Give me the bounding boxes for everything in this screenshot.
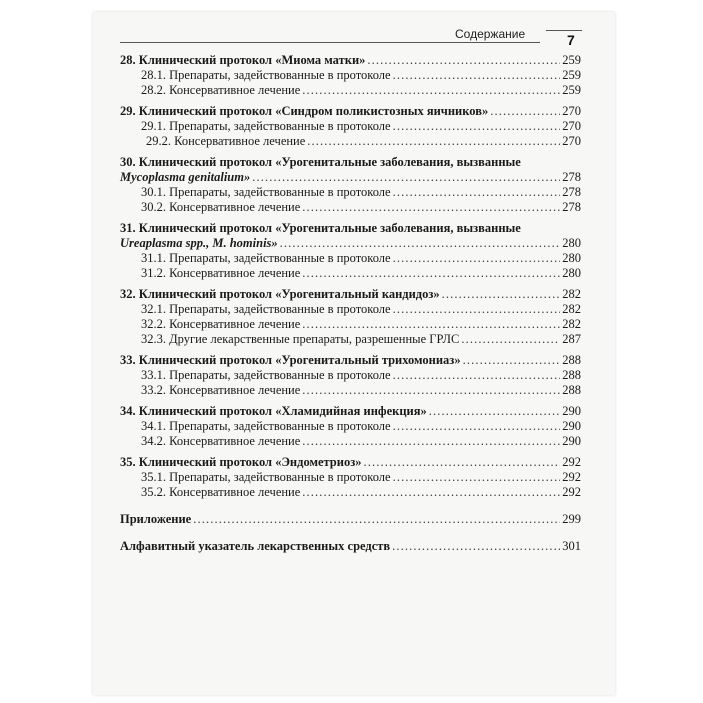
- toc-entry-title: 31. Клинический протокол «Урогенитальные заболевания, вызванные: [120, 221, 521, 235]
- toc-entry-title: 35.2. Консервативное лечение: [141, 485, 301, 499]
- toc-leader-dots: [461, 332, 560, 347]
- running-header-title: Содержание: [455, 27, 526, 41]
- toc-page-number: 299: [562, 512, 581, 526]
- toc-chapter-entry-continuation[interactable]: [120, 236, 581, 251]
- toc-chapter-entry[interactable]: [120, 539, 581, 554]
- toc-page-number: 288: [562, 383, 581, 397]
- toc-chapter-entry[interactable]: [120, 455, 581, 470]
- toc-chapter-entry[interactable]: [120, 104, 581, 119]
- toc-subsection-entry[interactable]: [120, 185, 581, 200]
- toc-subsection-entry[interactable]: [120, 317, 581, 332]
- toc-leader-dots: [364, 455, 561, 470]
- toc-entry-title: 32.1. Препараты, задействованные в протоколе: [141, 302, 391, 316]
- toc-subsection-entry[interactable]: [120, 470, 581, 485]
- toc-entry-title: 34.1. Препараты, задействованные в протоколе: [141, 419, 391, 433]
- toc-page-number: 292: [562, 485, 581, 499]
- toc-entry-title: 31.1. Препараты, задействованные в протоколе: [141, 251, 391, 265]
- toc-chapter-entry[interactable]: [120, 53, 581, 68]
- toc-page-number: 290: [562, 434, 581, 448]
- toc-subsection-entry[interactable]: [120, 200, 581, 215]
- toc-page-number: 282: [562, 302, 581, 316]
- toc-page-number: 288: [562, 353, 581, 367]
- toc-leader-dots: [429, 404, 561, 419]
- toc-entry-title-continuation: Mycoplasma genitalium»: [120, 170, 251, 184]
- toc-leader-dots: [490, 104, 560, 119]
- toc-leader-dots: [307, 134, 560, 149]
- toc-entry-title: 29.1. Препараты, задействованные в протоколе: [141, 119, 391, 133]
- toc-entry-title: 31.2. Консервативное лечение: [141, 266, 301, 280]
- toc-entry-title: 35. Клинический протокол «Эндометриоз»: [120, 455, 362, 469]
- toc-subsection-entry[interactable]: [120, 302, 581, 317]
- toc-leader-dots: [463, 353, 561, 368]
- toc-chapter-entry[interactable]: [120, 155, 581, 170]
- toc-chapter-entry[interactable]: [120, 404, 581, 419]
- toc-subsection-entry[interactable]: [120, 266, 581, 281]
- toc-subsection-entry[interactable]: [120, 485, 581, 500]
- toc-leader-dots: [393, 119, 561, 134]
- toc-entry-title: 28.1. Препараты, задействованные в протоколе: [141, 68, 391, 82]
- toc-subsection-entry[interactable]: [120, 368, 581, 383]
- toc-page-number: 301: [562, 539, 581, 553]
- toc-entry-title: 34.2. Консервативное лечение: [141, 434, 301, 448]
- toc-chapter-entry[interactable]: [120, 221, 581, 236]
- toc-leader-dots: [302, 485, 560, 500]
- page-number: 7: [567, 32, 575, 48]
- toc-leader-dots: [393, 470, 561, 485]
- toc-entry-title: Приложение: [120, 512, 192, 526]
- toc-leader-dots: [393, 185, 561, 200]
- toc-page-number: 290: [562, 419, 581, 433]
- toc-leader-dots: [302, 434, 560, 449]
- toc-subsection-entry[interactable]: [120, 332, 581, 347]
- toc-entry-title: 35.1. Препараты, задействованные в протоколе: [141, 470, 391, 484]
- toc-leader-dots: [393, 251, 561, 266]
- toc-entry-title: 32.3. Другие лекарственные препараты, разрешенные ГРЛС: [141, 332, 460, 346]
- table-of-contents: [120, 53, 581, 554]
- toc-leader-dots: [280, 236, 561, 251]
- toc-leader-dots: [393, 368, 561, 383]
- header-rule: [120, 42, 540, 43]
- toc-page-number: 287: [562, 332, 581, 346]
- toc-page-number: 288: [562, 368, 581, 382]
- toc-entry-title: 34. Клинический протокол «Хламидийная инфекция»: [120, 404, 427, 418]
- toc-subsection-entry[interactable]: [120, 383, 581, 398]
- toc-page-number: 282: [562, 317, 581, 331]
- toc-page-number: 282: [562, 287, 581, 301]
- toc-subsection-entry[interactable]: [120, 251, 581, 266]
- toc-entry-title: 28. Клинический протокол «Миома матки»: [120, 53, 366, 67]
- toc-subsection-entry[interactable]: [120, 419, 581, 434]
- toc-entry-title: 28.2. Консервативное лечение: [141, 83, 301, 97]
- toc-page-number: 278: [562, 185, 581, 199]
- toc-page-number: 259: [562, 53, 581, 67]
- toc-leader-dots: [302, 83, 560, 98]
- toc-page-number: 270: [562, 104, 581, 118]
- toc-subsection-entry[interactable]: [120, 434, 581, 449]
- toc-entry-title-continuation: Ureaplasma spp., M. hominis»: [120, 236, 278, 250]
- toc-chapter-entry[interactable]: [120, 353, 581, 368]
- toc-entry-title: 33.2. Консервативное лечение: [141, 383, 301, 397]
- toc-leader-dots: [193, 512, 560, 527]
- toc-entry-title: 29.2. Консервативное лечение: [146, 134, 306, 148]
- toc-page-number: 278: [562, 170, 581, 184]
- toc-page-number: 278: [562, 200, 581, 214]
- toc-page-number: 290: [562, 404, 581, 418]
- toc-leader-dots: [393, 68, 561, 83]
- toc-subsection-entry[interactable]: [120, 68, 581, 83]
- toc-chapter-entry-continuation[interactable]: [120, 170, 581, 185]
- toc-chapter-entry[interactable]: [120, 287, 581, 302]
- toc-leader-dots: [393, 302, 561, 317]
- toc-entry-title: 30. Клинический протокол «Урогенитальные заболевания, вызванные: [120, 155, 521, 169]
- toc-subsection-entry[interactable]: [120, 83, 581, 98]
- toc-entry-title: 33. Клинический протокол «Урогенитальный трихомониаз»: [120, 353, 461, 367]
- toc-page-number: 280: [562, 266, 581, 280]
- toc-leader-dots: [392, 539, 560, 554]
- toc-leader-dots: [302, 317, 560, 332]
- toc-page-number: 292: [562, 470, 581, 484]
- toc-leader-dots: [302, 266, 560, 281]
- toc-leader-dots: [442, 287, 561, 302]
- toc-subsection-entry[interactable]: [120, 134, 581, 149]
- header-rule-right: [546, 30, 582, 31]
- toc-page-number: 270: [562, 134, 581, 148]
- toc-page-number: 259: [562, 68, 581, 82]
- toc-page-number: 280: [562, 251, 581, 265]
- toc-entry-title: 33.1. Препараты, задействованные в протоколе: [141, 368, 391, 382]
- toc-page-number: 292: [562, 455, 581, 469]
- toc-page-number: 280: [562, 236, 581, 250]
- toc-leader-dots: [302, 200, 560, 215]
- toc-entry-title: Алфавитный указатель лекарственных средств: [120, 539, 391, 553]
- toc-page-number: 270: [562, 119, 581, 133]
- toc-leader-dots: [302, 383, 560, 398]
- toc-leader-dots: [367, 53, 560, 68]
- toc-entry-title: 32.2. Консервативное лечение: [141, 317, 301, 331]
- toc-leader-dots: [252, 170, 560, 185]
- toc-entry-title: 29. Клинический протокол «Синдром поликистозных яичников»: [120, 104, 489, 118]
- toc-chapter-entry[interactable]: [120, 512, 581, 527]
- toc-leader-dots: [393, 419, 561, 434]
- toc-entry-title: 32. Клинический протокол «Урогенитальный кандидоз»: [120, 287, 440, 301]
- toc-subsection-entry[interactable]: [120, 119, 581, 134]
- toc-page-number: 259: [562, 83, 581, 97]
- toc-entry-title: 30.1. Препараты, задействованные в протоколе: [141, 185, 391, 199]
- toc-entry-title: 30.2. Консервативное лечение: [141, 200, 301, 214]
